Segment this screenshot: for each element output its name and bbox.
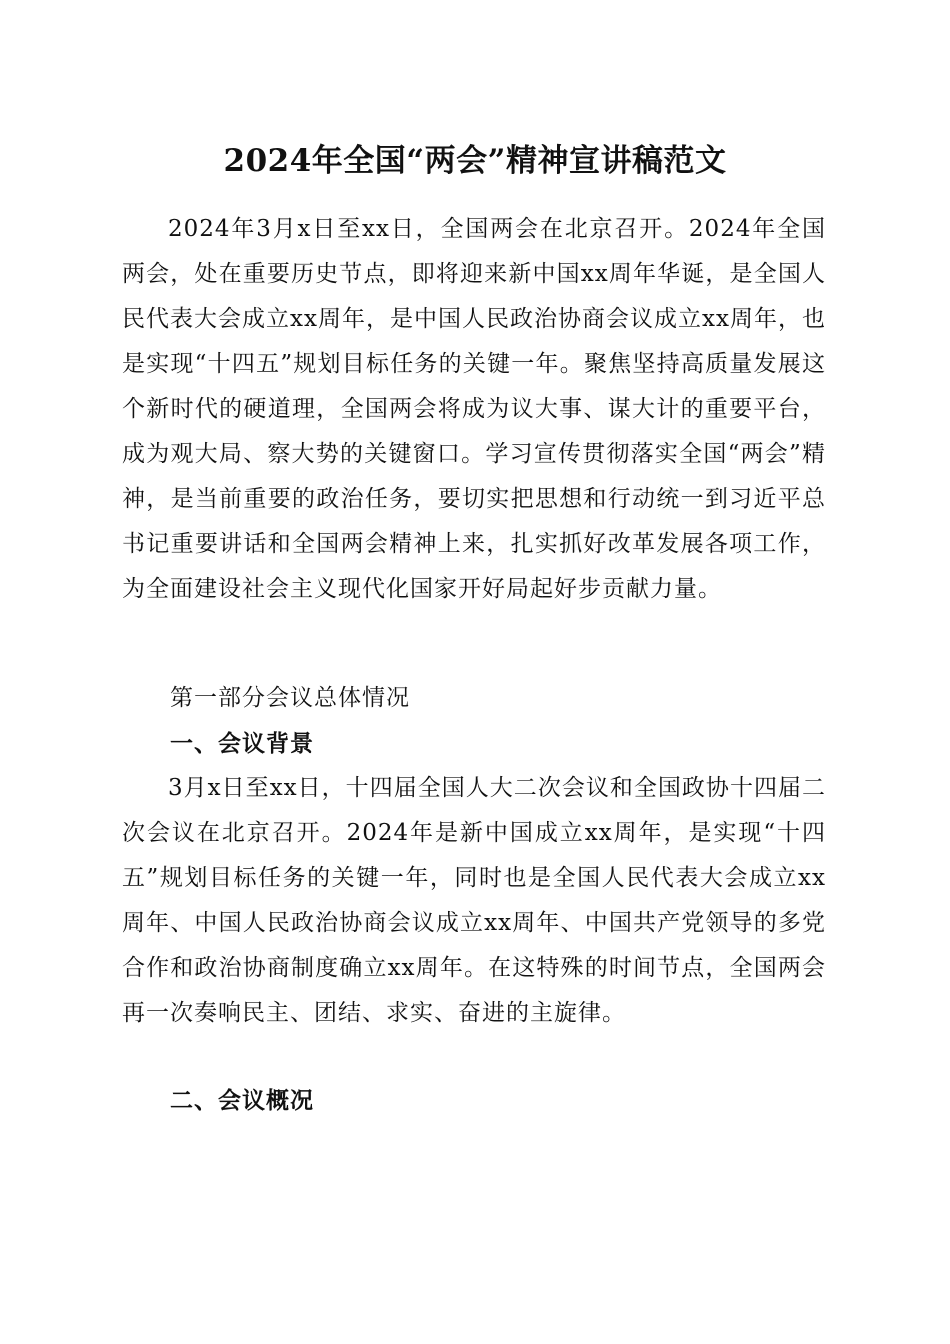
- intro-paragraph: 2024年3月x日至xx日，全国两会在北京召开。2024年全国两会，处在重要历史节点，即将迎来新中国xx周年华诞，是全国人民代表大会成立xx周年，是中国人民政治协商会议成立xx周年，也是实现“十四五”规划目标任务的关键一年。聚焦坚持高质量发展这个新时代的硬道理，全国两会将成为议大事、谋大计的重要平台，成为观大局、察大势的关键窗口。学习宣传贯彻落实全国“两会”精神，是当前重要的政治任务，要切实把思想和行动统一到习近平总书记重要讲话和全国两会精神上来，扎实抓好改革发展各项工作，为全面建设社会主义现代化国家开好局起好步贡献力量。: [122, 216, 826, 602]
- section-one-paragraph: 3月x日至xx日，十四届全国人大二次会议和全国政协十四届二次会议在北京召开。2024年是新中国成立xx周年，是实现“十四五”规划目标任务的关键一年，同时也是全国人民代表大会成立xx周年、中国人民政治协商会议成立xx周年、中国共产党领导的多党合作和政治协商制度确立xx周年。在这特殊的时间节点，全国两会再一次奏响民主、团结、求实、奋进的主旋律。: [122, 775, 826, 1026]
- section-one-heading: 一、会议背景: [170, 731, 314, 757]
- document-title: 2024年全国“两会”精神宣讲稿范文: [223, 143, 727, 179]
- part-one-heading: 第一部分会议总体情况: [170, 685, 410, 711]
- section-two-heading: 二、会议概况: [170, 1088, 314, 1114]
